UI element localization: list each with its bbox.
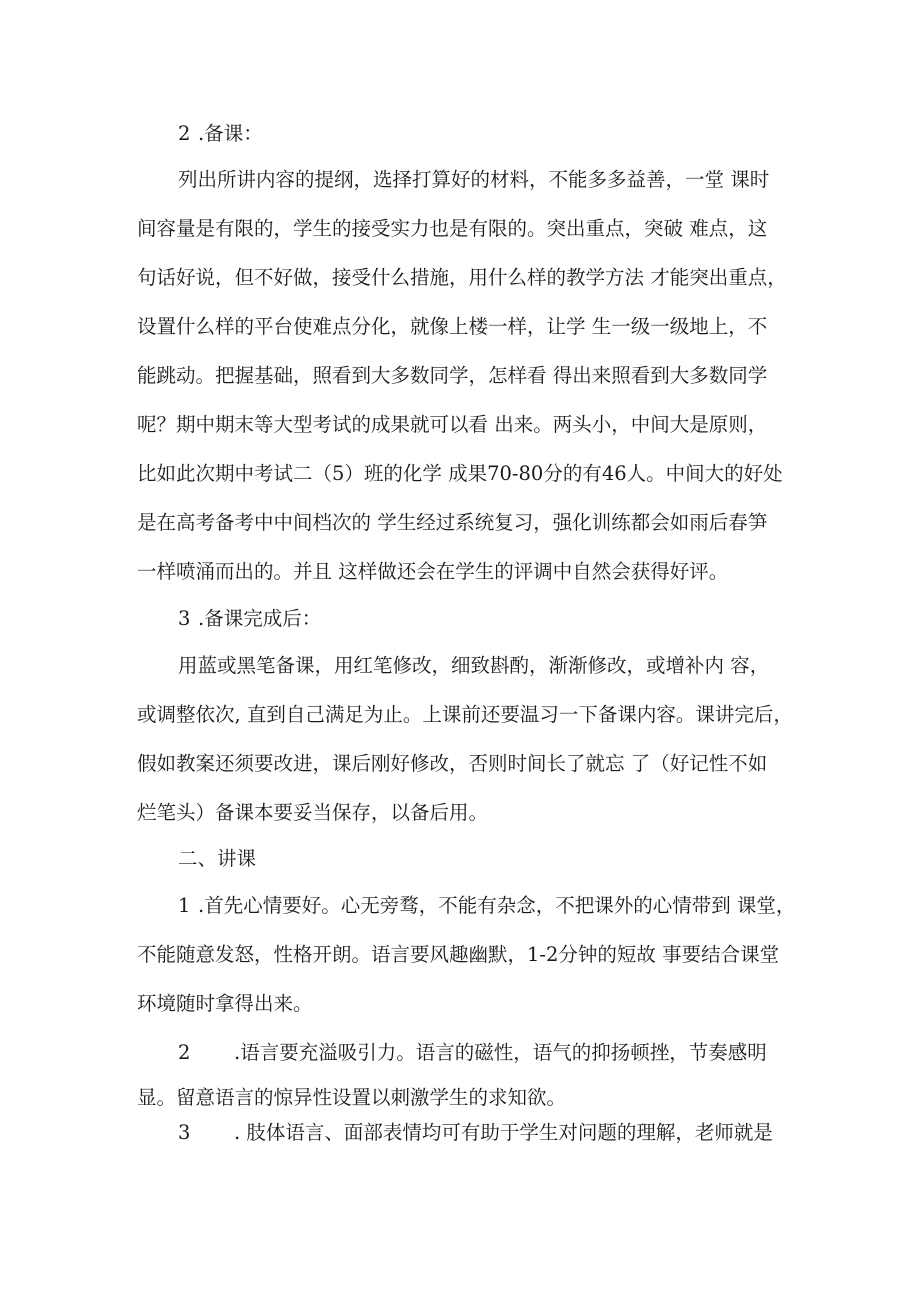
- section-heading-text: .备课完成后：: [198, 607, 322, 630]
- section-number: 3: [178, 607, 191, 630]
- item-number: 1: [178, 894, 191, 917]
- section-heading-text: .备课：: [198, 122, 263, 145]
- document-page: 2 .备课： 列出所讲内容的提纲，选择打算好的材料，不能多多益善，一堂 课时 间容量是有限的，学生的接受实力也是有限的。突出重点，突破 难点，这 句话好说，但不好做，接受什么措施，用什么样的教学方法 才能突出重点， 设置什么样的平台使难点分化，就像上楼一样，让学 生一级一级地上，不 能跳动。把握基础，照看到大多数同学，怎样看 得出来照看到大多数同学 呢？期中期末等大型考试的成果就可以看 出来。两头小，中间大是原则， 比如此次期中考试二（5）班的化学 成果70-80分的有46人。中间大的好处 是在高考备考中中间档次的 学生经过系统复习，强化训练都会如雨后春笋 一样喷涌而出的。并且 这样做还会在学生的评调中自然会获得好评。 3 .备课完成后： 用蓝或黑笔备课，用红笔修改，细致斟酌，渐渐修改，或增补内 容， 或调整依次, 直到自己满足为止。上课前还要温习一下备课内容。课讲完后， 假如教案还须要改进，课后刚好修改，否则时间长了就忘 了（好记性不如 烂笔头）备课本要妥当保存，以备后用。 二、讲课 1 .首先心情要好。心无旁骛，不能有杂念，不把课外的心情带到 课堂， 不能随意发怒，性格开朗。语言要风趣幽默，1-2分钟的短故 事要结合课堂 环境随时拿得出来。 2 .语言要充溢吸引力。语言的磁性，语气的抑扬顿挫，节奏感明 显。留意语言的惊异性设置以刺激学生的求知欲。 3 . 肢体语言、面部表情均可有助于学生对问题的理解，老师就是: [137, 122, 796, 1144]
- section-number: 2: [178, 122, 191, 145]
- item-number: 3: [178, 1121, 191, 1144]
- item-number: 2: [178, 1041, 191, 1064]
